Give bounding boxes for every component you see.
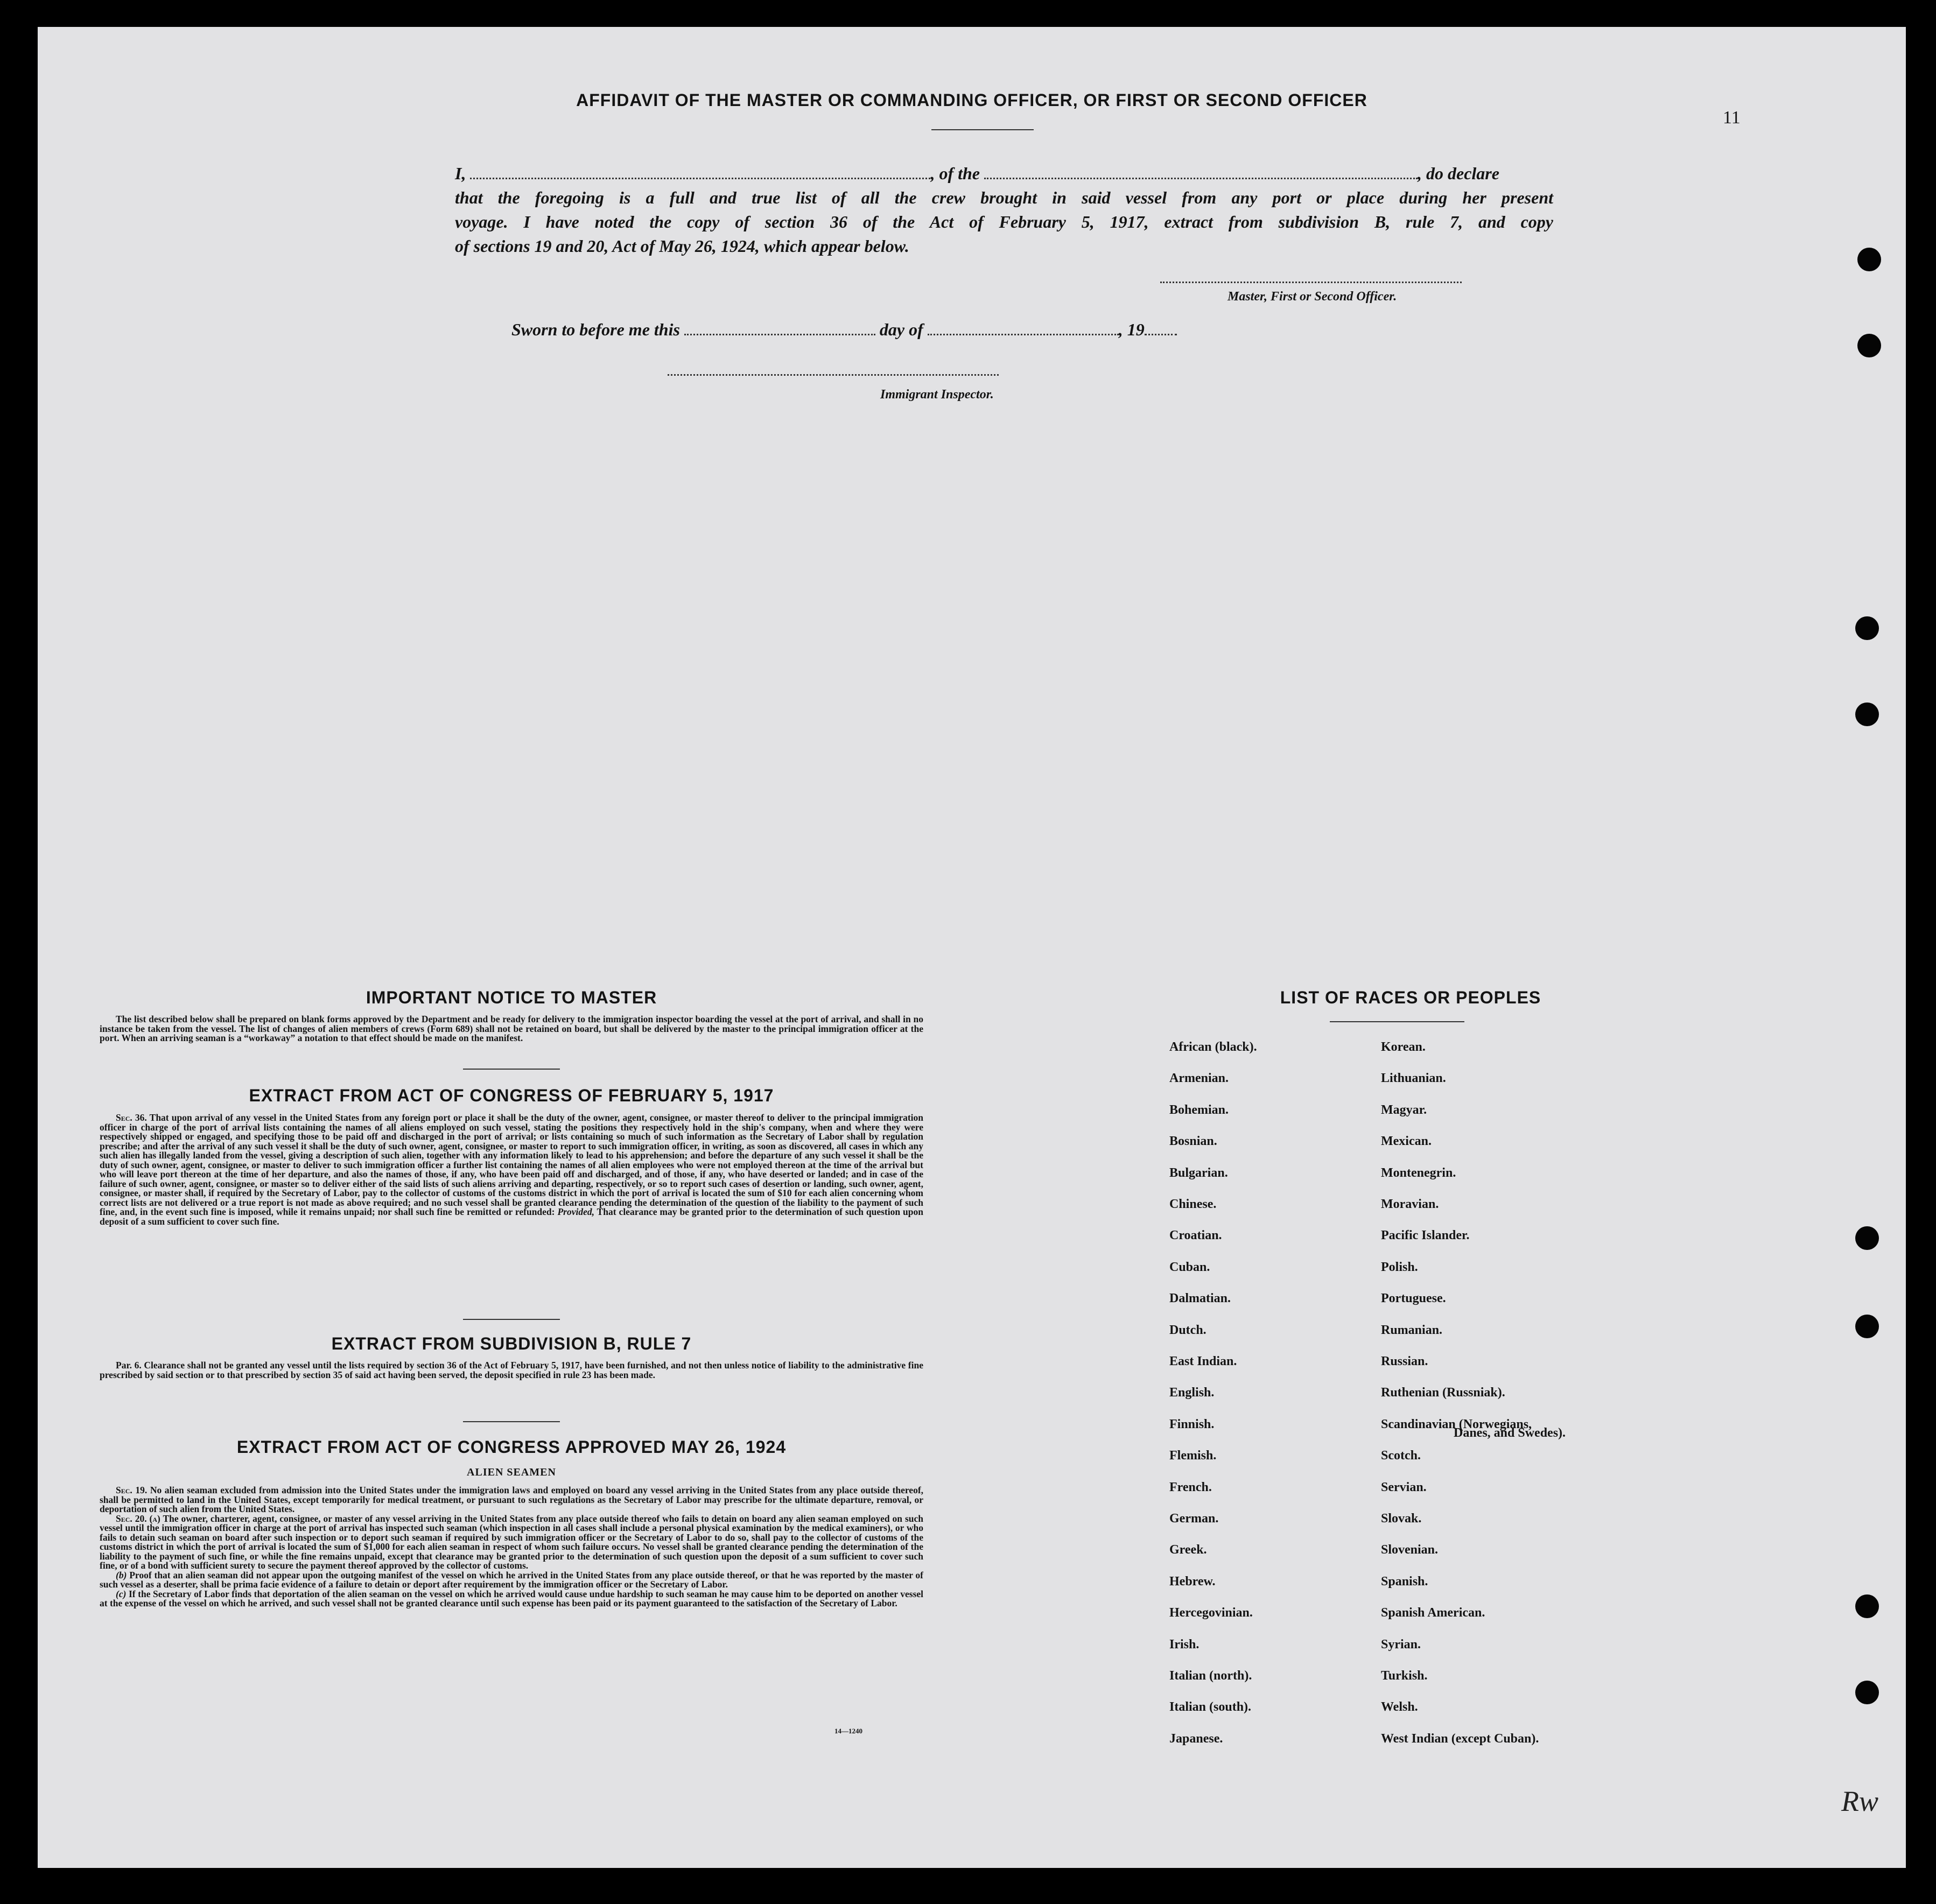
sec-36-text: That upon arrival of any vessel in the United States from any foreign port or place it shall be the duty of the owner, agent, consignee, or master thereof to deliver to the principal immigration officer in charge of the port of arrival lists containing the names of all aliens employed on such vessel, stating the positions they respectively hold in the ship's company, when and where they were respectively shipped or engaged, and specifying those to be paid off and discharged in the port of arrival; or lists containing so much of such information as the Secretary of Labor shall by regulation prescribe; and after the arrival of any such vessel it shall be the duty of such owner, agent, consignee, or master to report to such immigration officer, in writing, as soon as discovered, all cases in which any such alien has illegally landed from the vessel, giving a description of such alien, together with any information likely to lead to his apprehension; and before the departure of any such vessel it shall be the duty of such owner, agent, consignee, or master to deliver to such immigration officer a further list containing the names of all alien employees who were not employed thereon at the time of the arrival but who will leave port thereon at the time of her departure, and also the names of those, if any, who have been paid off and discharged, and of those, if any, who have deserted or landed; and in case of the failure of such owner, agent, consignee, or master so to deliver either of the said lists of such aliens arriving and departing, respectively, or so to report such cases of desertion or landing, such owner, agent, consignee, or master shall, if required by the Secretary of Labor, pay to the collector of customs of the customs district in which the port of arrival is located the sum of $10 for each alien concerning whom correct lists are not delivered or a true report is not made as above required; and no such vessel shall be granted clearance pending the determination of the question of the liability to the payment of such fine, and, in the event such fine is imposed, while it remains unpaid; nor shall such fine be remitted or refunded: [100,1112,924,1217]
punch-hole [1855,1226,1879,1250]
punch-hole [1855,1681,1879,1704]
sworn-label: Sworn to before me this [511,320,680,339]
divider [463,1319,560,1320]
race-item: German. [1169,1512,1219,1526]
extract-1917-title: EXTRACT FROM ACT OF CONGRESS OF FEBRUARY 5, 1917 [249,1086,774,1105]
alien-seamen-subtitle: ALIEN SEAMEN [467,1466,556,1478]
extract-rule7-body [100,1361,923,1380]
race-item: Bohemian. [1169,1102,1229,1117]
race-item: Korean. [1381,1040,1426,1054]
punch-hole [1855,1315,1879,1338]
race-item: Scandinavian (Norwegians, [1381,1417,1532,1431]
sec-20b-text: Proof that an alien seaman did not appear upon the outgoing manifest of the vessel on which he arrived in the United States from any place outside thereof, or that he was reported by the master of such vessel as a deserter, shall be prima facie evidence of a failure to detain or deport after requirement by the immigration officer or the Secretary of Labor. [100,1569,924,1590]
race-item: Croatian. [1169,1228,1222,1243]
race-item: Portuguese. [1381,1291,1446,1306]
race-item: Cuban. [1169,1260,1210,1274]
sec-20b-label: (b) [116,1569,127,1580]
race-item: Scotch. [1381,1449,1421,1463]
affidavit-title: AFFIDAVIT OF THE MASTER OR COMMANDING OFFICER, OR FIRST OR SECOND OFFICER [576,90,1367,110]
punch-hole [1855,1594,1879,1618]
sec-19-label: Sec. 19. [116,1485,148,1495]
race-item: Bosnian. [1169,1134,1217,1149]
race-item: Montenegrin. [1381,1165,1456,1180]
race-item: Polish. [1381,1260,1418,1274]
rule7-text: Par. 6. Clearance shall not be granted any vessel until the lists required by section 36 of the Act of February 5, 1917, have been furnished, and not then unless notice of liability to the administrative fine prescribed by said section or to that prescribed by section 35 of said act having been served, the deposit specified in rule 23 has been made. [100,1360,923,1380]
extract-1924-body [100,1486,923,1608]
race-item: Slovenian. [1381,1543,1439,1557]
affidavit-body [455,161,1553,258]
race-item: Italian (north). [1169,1669,1252,1683]
race-item: English. [1169,1386,1215,1400]
race-item: Greek. [1169,1543,1207,1557]
punch-hole [1857,334,1881,357]
inspector-signature-caption: Immigrant Inspector. [880,388,994,402]
race-item: Slovak. [1381,1512,1422,1526]
extract-1917-body [100,1113,923,1226]
sworn-year-field[interactable] [1145,318,1177,335]
race-item: Armenian. [1169,1071,1229,1086]
sworn-line [511,318,1177,340]
affidavit-line-2: that the foregoing is a full and true list of all the crew brought in said vessel from any port or place during her present [455,188,1553,207]
race-item: Irish. [1169,1637,1200,1652]
race-item: Mexican. [1381,1134,1432,1149]
race-item: Syrian. [1381,1637,1421,1652]
handwritten-initials: Rw [1841,1785,1879,1817]
extract-1924-title: EXTRACT FROM ACT OF CONGRESS APPROVED MAY 26, 1924 [236,1437,787,1457]
divider [463,1421,560,1422]
race-item: Italian (south). [1169,1700,1252,1715]
affidavit-line-4: of sections 19 and 20, Act of May 26, 1924, which appear below. [455,236,909,256]
provided-label: Provided, [557,1206,594,1217]
race-item: Ruthenian (Russniak). [1381,1386,1505,1400]
sworn-month-field[interactable] [928,318,1119,335]
race-item: Moravian. [1381,1197,1439,1211]
notice-body [100,1015,923,1043]
document-page [38,27,1906,1868]
i-label: I, [455,164,466,183]
punch-hole [1857,248,1881,271]
page-number-mark: 11 [1723,108,1741,128]
sec-20c-text: If the Secretary of Labor finds that deportation of the alien seaman on the vessel on which he arrived would cause undue hardship to such seaman he may cause him to be deported on another vessel at the expense of the vessel on which he arrived, and such vessel shall not be granted clearance until such expense has been paid or its payment guaranteed to the satisfaction of the Secretary of Labor. [100,1588,924,1608]
sec-36-text-end: That clearance may be granted prior to the determination of such question upon deposit of a sum sufficient to cover such fine. [100,1206,924,1227]
day-of-label: day of [879,320,923,339]
race-item: African (black). [1169,1040,1257,1054]
notice-text: The list described below shall be prepared on blank forms approved by the Department and be ready for delivery to the immigration inspector boarding the vessel at the port of arrival, and shall in no instance be taken from the vessel. The list of changes of alien members of crews (Form 689) shall not be retained on board, but shall be delivered by the master to the principal immigration officer at the port. When an arriving seaman is a “workaway” a notation to that effect should be made on the manifest. [100,1014,923,1043]
race-item: Spanish. [1381,1574,1428,1589]
race-item: Flemish. [1169,1449,1217,1463]
inspector-signature-line[interactable] [668,374,999,376]
race-item: Japanese. [1169,1731,1223,1746]
notice-title: IMPORTANT NOTICE TO MASTER [366,988,657,1007]
sec-20-label: Sec. 20. (a) [116,1513,160,1524]
race-item: Dalmatian. [1169,1291,1231,1306]
master-signature-line[interactable] [1160,282,1462,283]
extract-rule7-title: EXTRACT FROM SUBDIVISION B, RULE 7 [331,1334,692,1353]
sec-20a-text: The owner, charterer, agent, consignee, or master of any vessel arriving in the United States from any place outside thereof who fails to detain on board any alien seaman employed on such vessel until the immigration officer in charge at the port of arrival has inspected such seaman (which inspection in all cases shall include a personal physical examination by the medical examiners), or who fails to detain such seaman on board after such inspection or to deport such seaman if required by such immigration officer or the Secretary of Labor to do so, shall pay to the collector of customs of the customs district in which the port of arrival is located the sum of $1,000 for each alien seaman in respect of whom such failure occurs. No vessel shall be granted clearance pending the determination of the liability to the payment of such fine, or while the fine remains unpaid, except that clearance may be granted prior to the determination of such question upon the deposit of a sum sufficient to cover such fine, or of a bond with sufficient surety to secure the payment thereof approved by the collector of customs. [100,1513,923,1571]
affidavit-line-1 [455,161,1553,186]
race-item: Hercegovinian. [1169,1606,1253,1620]
race-item: French. [1169,1480,1212,1494]
race-item: Bulgarian. [1169,1165,1228,1180]
race-item: Dutch. [1169,1323,1207,1337]
races-divider [1330,1021,1464,1022]
master-signature-caption: Master, First or Second Officer. [1227,290,1397,304]
race-item: Turkish. [1381,1669,1428,1683]
race-item: Danes, and Swedes). [1454,1426,1566,1440]
do-declare-label: , do declare [1418,164,1499,183]
race-item: Hebrew. [1169,1574,1216,1589]
sec-19-text: No alien seaman excluded from admission into the United States under the immigration laws and employed on board any vessel arriving in the United States from any place outside thereof, shall be permitted to land in the United States, except temporarily for medical treatment, or pursuant to such regulations as the Secretary of Labor may prescribe for the ultimate departure, removal, or deportation of such alien from the United States. [100,1485,924,1514]
race-item: Finnish. [1169,1417,1215,1431]
year-label: , 19 [1118,320,1145,339]
form-number: 14—1240 [834,1727,862,1735]
sec-20c-label: (c) [116,1588,127,1599]
sworn-day-field[interactable] [684,318,875,335]
race-item: Welsh. [1381,1700,1418,1715]
race-item: Pacific Islander. [1381,1228,1470,1243]
race-item: Servian. [1381,1480,1427,1494]
race-item: Chinese. [1169,1197,1217,1211]
races-title: LIST OF RACES OR PEOPLES [1280,988,1541,1007]
sec-36-label: Sec. 36. [116,1112,147,1123]
divider [463,1069,560,1070]
race-item: West Indian (except Cuban). [1381,1731,1539,1746]
affidavit-line-3: voyage. I have noted the copy of section 36 of the Act of February 5, 1917, extract from subdivision B, rule 7, and copy [455,212,1553,231]
of-the-label: , of the [930,164,980,183]
vessel-name-field[interactable] [984,161,1418,179]
race-item: Magyar. [1381,1102,1427,1117]
punch-hole [1855,616,1879,640]
punch-hole [1855,702,1879,726]
race-item: Russian. [1381,1354,1428,1368]
race-item: East Indian. [1169,1354,1237,1368]
race-item: Lithuanian. [1381,1071,1446,1086]
title-divider [931,129,1034,130]
race-item: Rumanian. [1381,1323,1443,1337]
race-item: Spanish American. [1381,1606,1485,1620]
officer-name-field[interactable] [470,161,930,179]
